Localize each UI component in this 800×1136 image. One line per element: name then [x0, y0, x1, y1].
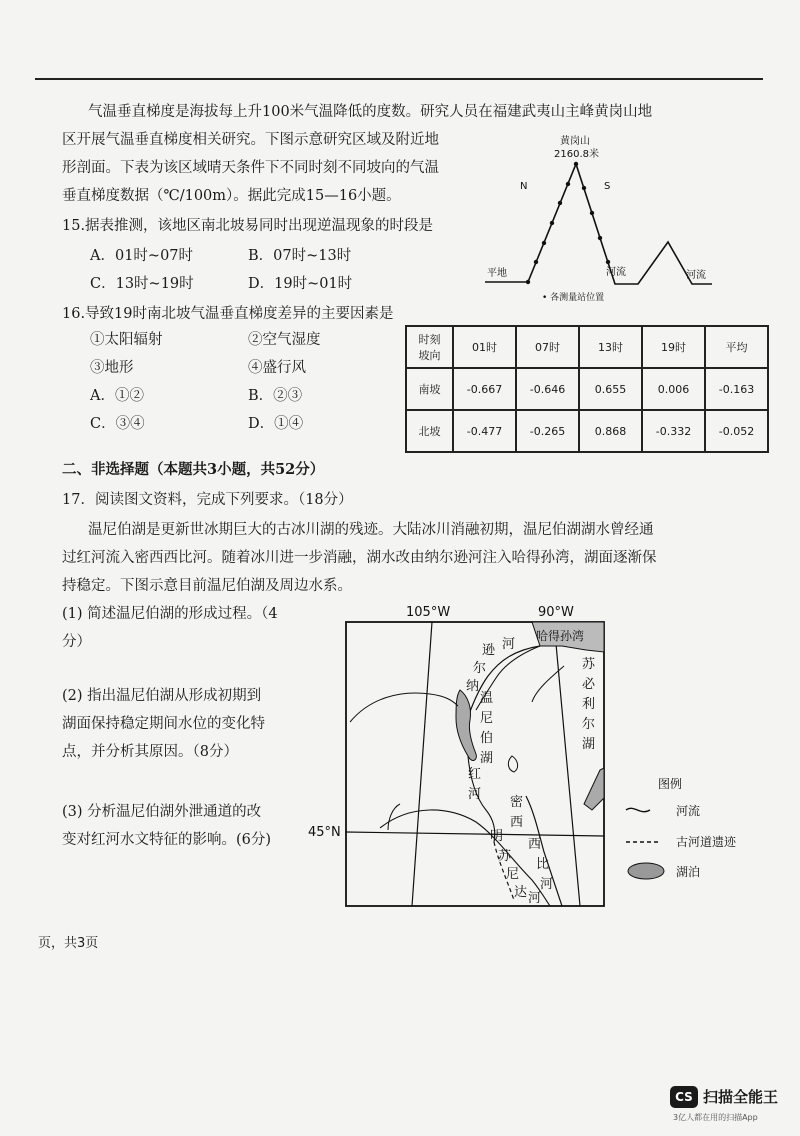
table-row: [406, 368, 768, 410]
saskatchewan-river: [350, 693, 458, 722]
map-mississippi-char: 密: [510, 795, 524, 810]
winnipeg-map: [300, 598, 770, 918]
station-dot: [574, 162, 578, 166]
map-superior-char: 必: [582, 677, 596, 692]
map-red-river-char: 红: [468, 767, 482, 782]
station-dot: [550, 221, 554, 225]
station-dot: [566, 182, 570, 186]
q15-option-b[interactable]: B．07时~13时: [248, 248, 352, 264]
table-header-aspect: 坡向: [418, 349, 441, 362]
table-row-label: 南坡: [406, 368, 453, 410]
q16-factor-2: ②空气湿度: [248, 332, 321, 348]
legend-lake-label: 湖泊: [676, 865, 701, 879]
profile-plain-label: 平地: [487, 268, 507, 279]
profile-river-label-2: 河流: [686, 270, 706, 281]
table-cell: 0.006: [642, 368, 705, 410]
table-cell: -0.265: [516, 410, 579, 452]
station-dot: [534, 260, 538, 264]
lake-small-shape: [508, 756, 517, 772]
map-nelson-char: 纳: [466, 679, 480, 694]
lake-winnipeg-shape: [456, 690, 476, 760]
map-longitude-90w: 90°W: [538, 605, 574, 620]
intro-line-1: 气温垂直梯度是海拔每上升100米气温降低的度数。研究人员在福建武夷山主峰黄岗山地: [88, 104, 653, 120]
table-cell: 0.655: [579, 368, 642, 410]
intro-line-2: 区开展气温垂直梯度相关研究。下图示意研究区域及附近地: [62, 132, 439, 148]
q15-stem: 15.据表推测，该地区南北坡易同时出现逆温现象的时段是: [62, 218, 434, 234]
intro-line-4: 垂直梯度数据（℃/100m）。据此完成15—16小题。: [62, 188, 401, 204]
q16-option-b[interactable]: B．②③: [248, 388, 303, 404]
table-column-header: 01时: [453, 326, 516, 368]
q17-paragraph-1: 温尼伯湖是更新世冰期巨大的古冰川湖的残迹。大陆冰川消融初期，温尼伯湖湖水曾经通: [88, 522, 654, 538]
q17-sub-3-line-2: 变对红河水文特征的影响。(6分): [62, 832, 272, 848]
meridian-90w: [554, 622, 580, 906]
table-row: [406, 410, 768, 452]
q17-sub-2-line-3: 点，并分析其原因。（8分）: [62, 744, 238, 760]
legend-title: 图例: [658, 777, 683, 791]
map-nelson-he-char: 河: [502, 637, 516, 652]
q17-sub-1-line-1: (1) 简述温尼伯湖的形成过程。（4: [62, 606, 278, 622]
latitude-45n: [346, 832, 604, 836]
lake-superior-shape: [584, 768, 604, 810]
map-minnesota-char: 尼: [506, 867, 520, 882]
measurement-stations: [526, 162, 610, 284]
q16-factor-1: ①太阳辐射: [90, 332, 163, 348]
map-mississippi-char: 西: [510, 815, 524, 830]
table-cell: -0.163: [705, 368, 768, 410]
map-winnipeg-char: 伯: [480, 731, 494, 746]
q16-option-c[interactable]: C．③④: [90, 416, 145, 432]
q17-paragraph-3: 持稳定。下图示意目前温尼伯湖及周边水系。: [62, 578, 352, 594]
q15-option-d[interactable]: D．19时~01时: [248, 276, 353, 292]
station-dot: [606, 260, 610, 264]
table-row-label: 北坡: [406, 410, 453, 452]
camscanner-name: 扫描全能王: [703, 1088, 779, 1106]
table-cell: -0.646: [516, 368, 579, 410]
station-dot: [542, 241, 546, 245]
camscanner-tagline: 3亿人都在用的扫描App: [673, 1113, 758, 1122]
map-red-river-char: 河: [468, 787, 482, 802]
station-dot: [582, 186, 586, 190]
map-winnipeg-char: 温: [480, 691, 494, 706]
terrain-profile-diagram: [480, 132, 720, 312]
q16-factor-4: ④盛行风: [248, 360, 306, 376]
q17-sub-1-line-2: 分）: [62, 634, 91, 650]
map-nelson-char: 尔: [473, 661, 487, 676]
q17-sub-3-line-1: (3) 分析温尼伯湖外泄通道的改: [62, 804, 262, 820]
q15-option-c[interactable]: C．13时~19时: [90, 276, 194, 292]
meridian-105w: [412, 622, 432, 906]
map-winnipeg-char: 湖: [480, 751, 494, 766]
table-column-header: 07时: [516, 326, 579, 368]
table-header-time: 时刻: [418, 333, 441, 346]
q17-stem: 17．阅读图文资料，完成下列要求。（18分）: [62, 492, 353, 508]
station-dot: [598, 236, 602, 240]
map-mississippi-char: 河: [540, 877, 554, 892]
profile-north-label: N: [520, 181, 528, 192]
map-superior-char: 苏: [582, 657, 596, 672]
map-superior-char: 尔: [582, 717, 596, 732]
table-corner-cell: [406, 326, 453, 368]
gradient-data-table: [405, 325, 769, 453]
table-cell: -0.667: [453, 368, 516, 410]
table-header-row: [406, 326, 768, 368]
map-mississippi-char: 西: [528, 837, 542, 852]
legend-old-channel-label: 古河道遗迹: [676, 835, 737, 849]
map-winnipeg-char: 尼: [480, 711, 494, 726]
map-minnesota-char: 苏: [498, 849, 512, 864]
table-column-header: 13时: [579, 326, 642, 368]
map-superior-char: 利: [582, 697, 596, 712]
legend-river-symbol: [626, 808, 650, 811]
profile-peak-height: 2160.8米: [554, 149, 599, 160]
table-column-header: 19时: [642, 326, 705, 368]
page-footer: 页，共3页: [38, 936, 99, 951]
legend-lake-symbol: [628, 863, 664, 879]
profile-peak-name: 黄岗山: [560, 136, 590, 147]
map-minnesota-char: 河: [528, 891, 542, 906]
table-column-header: 平均: [705, 326, 768, 368]
map-longitude-105w: 105°W: [406, 605, 451, 620]
table-cell: -0.052: [705, 410, 768, 452]
q17-sub-2-line-2: 湖面保持稳定期间水位的变化特: [62, 716, 265, 732]
table-cell: 0.868: [579, 410, 642, 452]
top-rule: [35, 78, 763, 80]
map-hudson-bay-label: 哈得孙湾: [536, 629, 585, 643]
map-mississippi-char: 比: [536, 857, 550, 872]
q16-option-d[interactable]: D．①④: [248, 416, 304, 432]
q17-paragraph-2: 过红河流入密西西比河。随着冰川进一步消融，湖水改由纳尔逊河注入哈得孙湾，湖面逐渐保: [62, 550, 657, 566]
q16-factor-3: ③地形: [90, 360, 134, 376]
q16-option-a[interactable]: A．①②: [90, 388, 144, 404]
q15-option-a[interactable]: A．01时~07时: [90, 248, 194, 264]
intro-line-3: 形剖面。下表为该区域晴天条件下不同时刻不同坡向的气温: [62, 160, 439, 176]
table-cell: -0.477: [453, 410, 516, 452]
map-latitude-45n: 45°N: [308, 825, 341, 840]
map-minnesota-char: 达: [514, 885, 528, 900]
q17-sub-2-line-1: (2) 指出温尼伯湖从形成初期到: [62, 688, 262, 704]
map-minnesota-char: 明: [490, 829, 504, 844]
q16-stem: 16.导致19时南北坡气温垂直梯度差异的主要因素是: [62, 306, 394, 322]
profile-south-label: S: [604, 181, 611, 192]
station-dot: [558, 201, 562, 205]
camscanner-logo: CS: [670, 1086, 698, 1108]
map-superior-char: 湖: [582, 737, 596, 752]
section-2-heading: 二、非选择题（本题共3小题，共52分）: [62, 461, 325, 478]
station-dot: [526, 280, 530, 284]
table-cell: -0.332: [642, 410, 705, 452]
station-dot: [590, 211, 594, 215]
profile-legend: • 各测量站位置: [542, 293, 605, 303]
legend-river-label: 河流: [676, 804, 701, 818]
profile-river-label-1: 河流: [606, 267, 626, 278]
map-nelson-char: 逊: [482, 643, 496, 658]
